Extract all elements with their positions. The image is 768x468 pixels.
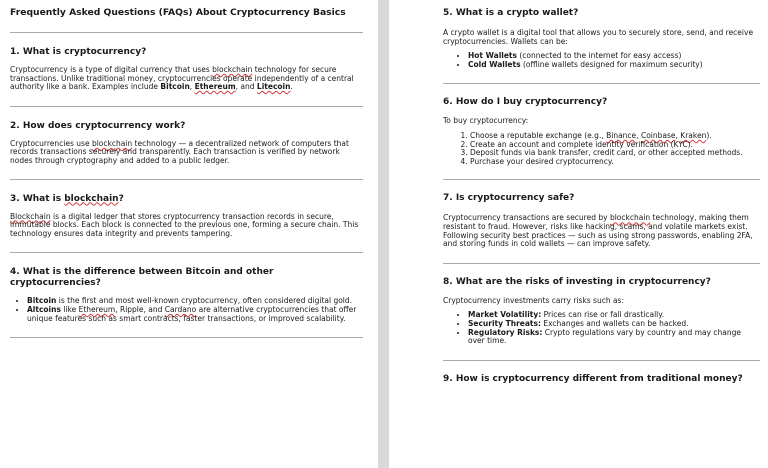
section-divider (443, 83, 760, 84)
section-divider (10, 337, 363, 338)
question-title-text: 3. What is (10, 193, 65, 204)
list-item (468, 329, 760, 346)
list-item (468, 61, 760, 70)
misspelled-word[interactable]: blockchain (212, 65, 253, 74)
list-item-text: like (60, 304, 79, 314)
bold-term: Bitcoin (160, 82, 190, 92)
question-title: 1. What is cryptocurrency? (10, 47, 147, 57)
question-title: 8. What are the risks of investing in cryptocurrency? (443, 276, 711, 287)
faq-section-1 (10, 47, 363, 92)
answer-text: , and (235, 82, 257, 92)
answer-paragraph (10, 213, 363, 239)
answer-paragraph: Cryptocurrency investments carry risks such as: (443, 295, 624, 305)
document-page-right (389, 0, 768, 468)
answer-paragraph (443, 214, 760, 248)
answer-paragraph (10, 140, 363, 166)
question-title-text: ? (118, 193, 124, 204)
section-divider (10, 32, 363, 33)
answer-text: , (189, 82, 195, 92)
answer-paragraph: To buy cryptocurrency: (443, 116, 529, 126)
answer-text: technology for secure transactions. Unlike traditional money, cryptocurrencies operate independently of a central authority like a bank. Examples include (10, 65, 354, 92)
list-item-text: (connected to the internet for easy access) (516, 51, 682, 61)
bold-term: Bitcoin (27, 296, 57, 306)
misspelled-word[interactable]: Cardano (164, 304, 197, 314)
list-item: 4. Purchase your desired cryptocurrency. (470, 158, 760, 167)
document-page-left (0, 0, 378, 468)
misspelled-word[interactable]: Ethereum (194, 82, 236, 92)
faq-section-2 (10, 121, 363, 166)
question-title: 7. Is cryptocurrency safe? (443, 193, 575, 204)
list-item: 2. Create an account and complete identity verification (KYC). (470, 141, 760, 150)
list-item-text: is the first and most well-known cryptocurrency, often considered digital gold. (56, 296, 353, 306)
answer-paragraph: A crypto wallet is a digital tool that allows you to securely store, send, and receive cryptocurrencies. Wallets can be: (443, 28, 754, 46)
list-item: 3. Deposit funds via bank transfer, credit card, or other accepted methods. (470, 149, 760, 158)
misspelled-word[interactable]: blockchain (91, 138, 133, 148)
section-divider (10, 252, 363, 253)
question-title: 9. How is cryptocurrency different from traditional money? (443, 373, 743, 384)
faq-section-9 (443, 374, 760, 385)
list-item-text: (offline wallets designed for maximum security) (520, 59, 703, 69)
faq-section-8 (443, 277, 760, 346)
question-title: 2. How does cryptocurrency work? (10, 120, 186, 131)
misspelled-word[interactable]: Coinbase (640, 130, 676, 140)
faq-section-3 (10, 194, 363, 239)
misspelled-word[interactable]: blockchain (609, 213, 651, 223)
section-divider (443, 179, 760, 180)
answer-text: is a digital ledger that stores cryptocurrency transaction records in secure, immutable blocks. Each block is connected to the previous one, forming a secure chain. This technology ensures data integrity and prevents tampering. (10, 211, 359, 238)
bold-term: Security Threats: (468, 318, 541, 328)
answer-paragraph (10, 66, 363, 92)
misspelled-word[interactable]: Kraken (680, 130, 707, 140)
faq-section-5 (443, 8, 760, 69)
bullet-list (443, 52, 760, 69)
misspelled-word[interactable]: blockchain (64, 193, 119, 204)
list-item-text: , Ripple, and (115, 304, 165, 314)
answer-text: technology — a decentralized network of computers that records transactions securely and transparently. Each transaction is verified by network nodes through cryptography and added to a public ledger. (10, 138, 349, 165)
question-title: 5. What is a crypto wallet? (443, 8, 579, 18)
faq-section-7 (443, 193, 760, 248)
section-divider (10, 106, 363, 107)
list-item-text: , (636, 130, 641, 140)
faq-section-6 (443, 97, 760, 166)
list-item-text: Choose a reputable exchange (e.g., (470, 130, 607, 140)
list-item-text: , (675, 130, 681, 140)
list-item-text: ). (706, 130, 712, 140)
bold-term: Market Volatility: (468, 310, 542, 320)
misspelled-word[interactable]: Blockchain (10, 211, 51, 221)
answer-text: . (290, 82, 293, 92)
section-divider (10, 179, 363, 180)
question-title: 6. How do I buy cryptocurrency? (443, 97, 608, 108)
list-item-text: are alternative cryptocurrencies that offer unique features such as smart contracts, faster transactions, or improved scalability. (27, 304, 357, 323)
answer-text: Cryptocurrency transactions are secured by (443, 213, 610, 223)
question-title (10, 194, 363, 205)
question-title: 4. What is the difference between Bitcoin and other cryptocurrencies? (10, 267, 274, 289)
bold-term: Regulatory Risks: (468, 327, 543, 337)
answer-text: Cryptocurrencies use (10, 138, 92, 148)
list-item (27, 306, 363, 323)
list-item-text: Exchanges and wallets can be hacked. (540, 318, 689, 328)
list-item-text: Prices can rise or fall drastically. (541, 310, 665, 320)
section-divider (443, 360, 760, 361)
section-divider (443, 263, 760, 264)
answer-text: Cryptocurrency is a type of digital currency that uses (10, 65, 213, 74)
numbered-list (443, 132, 760, 166)
bold-term: Hot Wallets (468, 51, 517, 61)
bullet-list (443, 311, 760, 345)
misspelled-word[interactable]: Litecoin (256, 82, 291, 92)
misspelled-word[interactable]: Binance (606, 130, 637, 140)
faq-section-4 (10, 267, 363, 323)
bullet-list (10, 297, 363, 323)
document-title: Frequently Asked Questions (FAQs) About Cryptocurrency Basics (10, 7, 346, 18)
list-item-text: Crypto regulations vary by country and may change over time. (468, 327, 742, 346)
misspelled-word[interactable]: Ethereum (78, 304, 116, 314)
bold-term: Cold Wallets (468, 59, 521, 69)
bold-term: Altcoins (27, 304, 61, 314)
answer-text: technology, making them resistant to fraud. However, risks like hacking, scams, and volatile markets exist. Following security best practices — such as using strong passwords, enabling 2FA, and storing funds in cold wallets — can improve safety. (443, 213, 753, 249)
